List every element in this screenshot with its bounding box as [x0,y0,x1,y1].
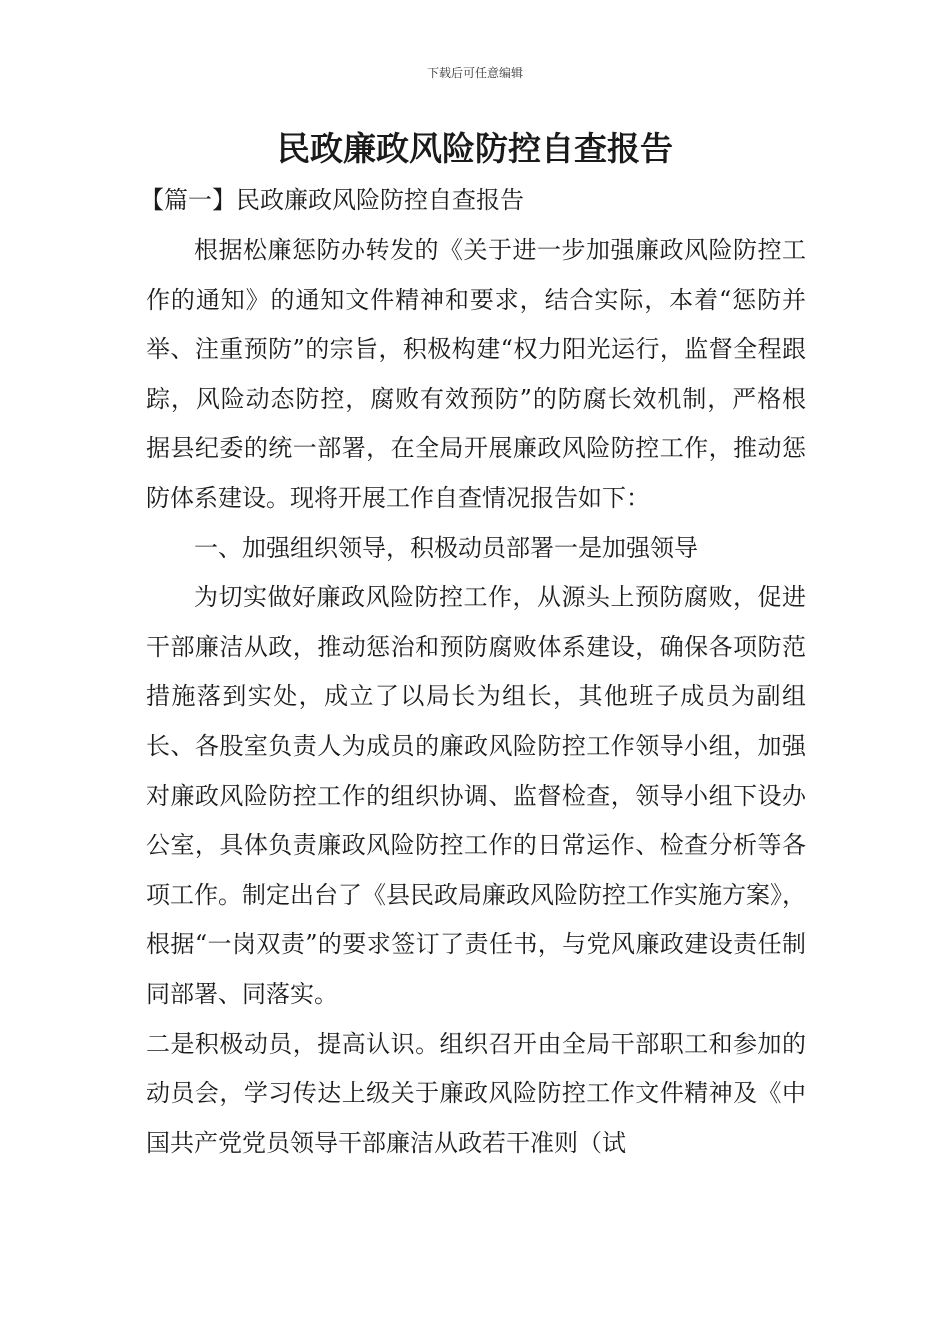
section-title: 【篇一】民政廉政风险防控自查报告 [140,186,524,214]
paragraph-intro: 根据松廉惩防办转发的《关于进一步加强廉政风险防控工作的通知》的通知文件精神和要求，结合实际，本着“惩防并举、注重预防”的宗旨，积极构建“权力阳光运行，监督全程跟踪，风险动态防控，腐败有效预防”的防腐长效机制，严格根据县纪委的统一部署，在全局开展廉政风险防控工作，推动惩防体系建设。现将开展工作自查情况报告如下： [146,236,806,512]
document-title: 民政廉政风险防控自查报告 [277,129,673,168]
paragraph-leadership: 为切实做好廉政风险防控工作，从源头上预防腐败，促进干部廉洁从政，推动惩治和预防腐败体系建设，确保各项防范措施落到实处，成立了以局长为组长，其他班子成员为副组长、各股室负责人为成员的廉政风险防控工作领导小组，加强对廉政风险防控工作的组织协调、监督检查，领导小组下设办公室，具体负责廉政风险防控工作的日常运作、检查分析等各项工作。制定出台了《县民政局廉政风险防控工作实施方案》，根据“一岗双责”的要求签订了责任书，与党风廉政建设责任制同部署、同落实。 [146,583,806,1008]
paragraph-heading-one: 一、加强组织领导，积极动员部署一是加强领导 [194,533,698,562]
paragraph-mobilization: 二是积极动员，提高认识。组织召开由全局干部职工和参加的动员会，学习传达上级关于廉政风险防控工作文件精神及《中国共产党党员领导干部廉洁从政若干准则（试 [146,1029,806,1157]
document-body [146,226,806,1168]
header-note: 下载后可任意编辑 [426,66,523,80]
